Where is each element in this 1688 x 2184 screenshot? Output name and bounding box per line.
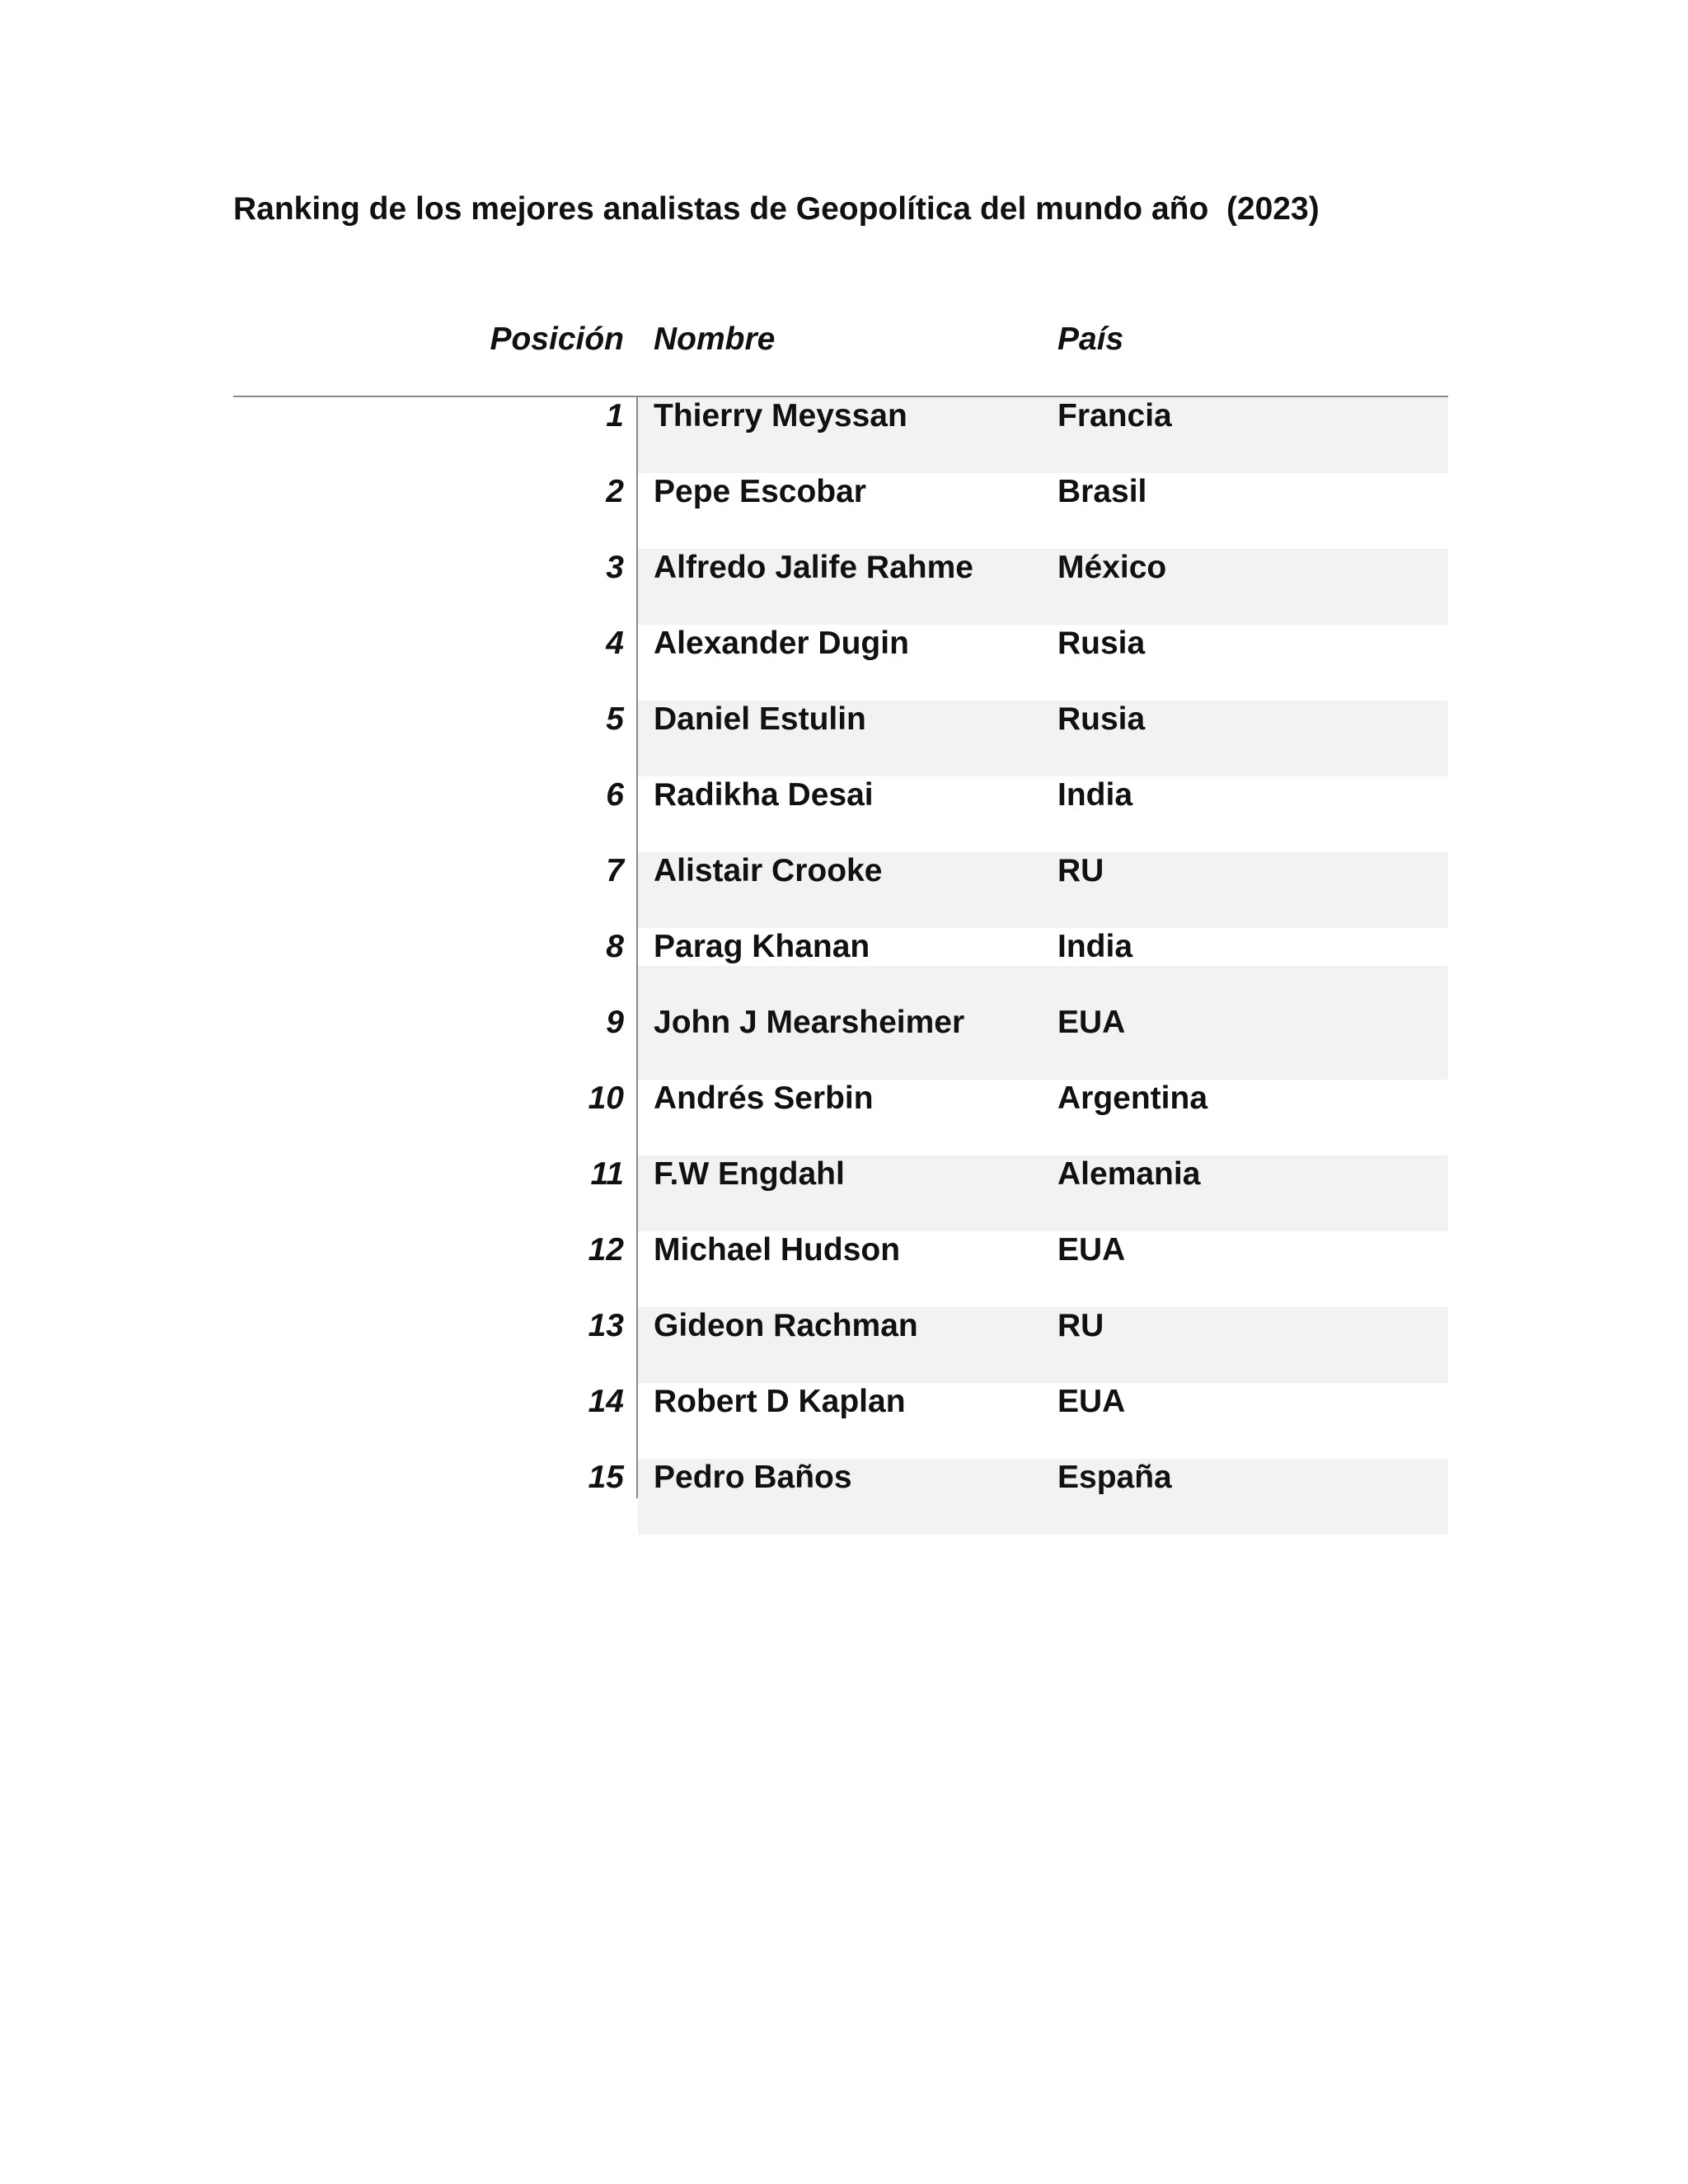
cell-position: 4 [606,626,624,661]
table-row [233,776,1448,852]
cell-name: Alexander Dugin [654,626,909,661]
cell-name: Michael Hudson [654,1232,901,1268]
cell-country: Alemania [1057,1156,1201,1192]
cell-name: Robert D Kaplan [654,1384,906,1419]
table-row [233,397,1448,473]
cell-name: Radikha Desai [654,777,874,813]
cell-name: Andrés Serbin [654,1080,874,1116]
table-body [233,397,1448,1535]
cell-position: 12 [588,1232,624,1268]
cell-name: Gideon Rachman [654,1308,918,1343]
cell-name: Thierry Meyssan [654,398,907,434]
table-row [233,625,1448,701]
row-band [638,966,1448,1004]
cell-position: 11 [590,1156,624,1192]
table-row [233,928,1448,1004]
cell-position: 7 [606,853,624,888]
cell-position: 6 [606,777,624,813]
table-row [233,1383,1448,1459]
table-row [233,1155,1448,1231]
cell-position: 2 [606,474,624,509]
table-row [233,1080,1448,1155]
cell-country: España [1057,1460,1172,1495]
cell-name: Alistair Crooke [654,853,883,888]
cell-country: Rusia [1057,626,1146,661]
cell-name: F.W Engdahl [654,1156,845,1192]
cell-country: Francia [1057,398,1172,434]
table-row [233,473,1448,549]
table-row [233,1307,1448,1383]
cell-name: Daniel Estulin [654,701,866,737]
cell-country: EUA [1057,1384,1126,1419]
column-divider [636,397,638,1498]
cell-country: RU [1057,853,1104,888]
header-position: Posición [490,321,624,357]
cell-country: Rusia [1057,701,1146,737]
page-title: Ranking de los mejores analistas de Geopolítica del mundo año (2023) [233,191,1320,227]
cell-country: RU [1057,1308,1104,1343]
table-row [233,1231,1448,1307]
header-country: País [1057,321,1124,357]
cell-country: Argentina [1057,1080,1208,1116]
table-row [233,549,1448,625]
cell-position: 10 [588,1080,624,1116]
cell-position: 8 [606,929,624,964]
table-row [233,1459,1448,1535]
cell-position: 9 [606,1005,624,1040]
cell-country: EUA [1057,1232,1126,1268]
cell-position: 1 [606,398,624,434]
cell-name: John J Mearsheimer [654,1005,965,1040]
cell-name: Parag Khanan [654,929,870,964]
cell-name: Pedro Baños [654,1460,852,1495]
table-row [233,701,1448,776]
cell-country: EUA [1057,1005,1126,1040]
cell-position: 5 [606,701,624,737]
cell-name: Alfredo Jalife Rahme [654,550,973,585]
cell-country: India [1057,777,1133,813]
cell-name: Pepe Escobar [654,474,866,509]
cell-position: 3 [606,550,624,585]
table-row [233,1004,1448,1080]
table-row [233,852,1448,928]
cell-position: 14 [588,1384,624,1419]
cell-country: India [1057,929,1133,964]
cell-country: Brasil [1057,474,1147,509]
cell-position: 13 [588,1308,624,1343]
cell-position: 15 [588,1460,624,1495]
cell-country: México [1057,550,1167,585]
header-name: Nombre [654,321,776,357]
